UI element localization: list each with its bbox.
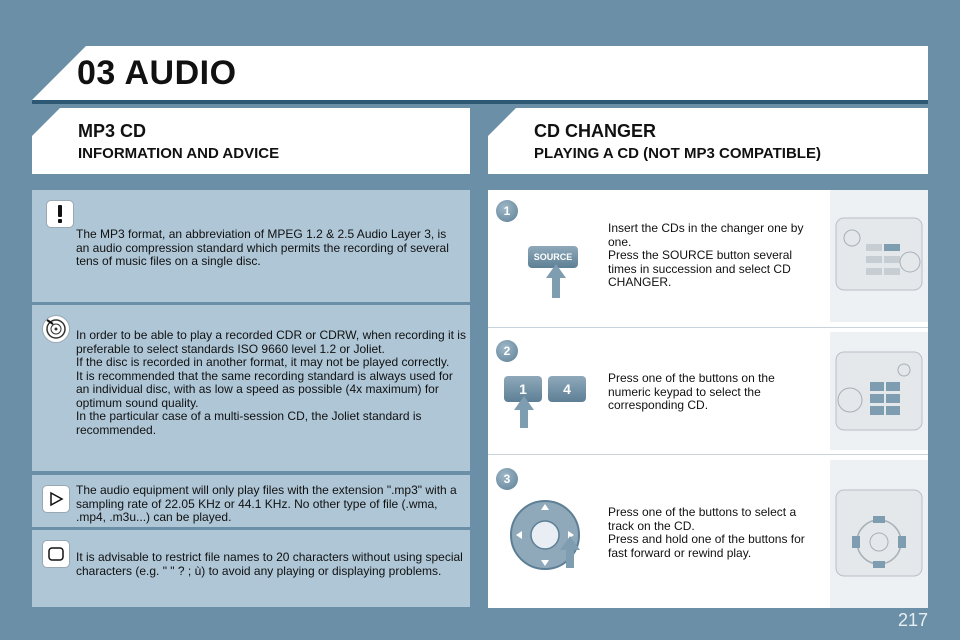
- warning-icon: [46, 200, 74, 228]
- warning-panel: [32, 190, 470, 302]
- page-number: 217: [897, 610, 928, 630]
- title-rule: [32, 100, 928, 104]
- left-section-header: [32, 108, 470, 174]
- left-section-subtitle: INFORMATION AND ADVICE: [78, 145, 280, 162]
- file-format-text: The audio equipment will only play files with the extension ".mp3" with a sampling rate of 22.05 KHz or 44.1 KHz. No other type of file (.wma, .mp4, .m3u...) can be played.: [76, 483, 457, 524]
- keypad-key: 1: [504, 376, 542, 402]
- disc-panel: [32, 305, 470, 471]
- step-number: 2: [496, 340, 518, 362]
- steps-panel: [488, 190, 928, 608]
- left-section-title: MP3 CD: [78, 121, 147, 141]
- step-1-text: Insert the CDs in the changer one by one. Press the SOURCE button several times in succession and select CD CHANGER.: [608, 221, 804, 289]
- section-corner: [488, 108, 516, 136]
- mp3-format-text: The MP3 format, an abbreviation of MPEG 1.2 & 2.5 Audio Layer 3, is an audio compression standard which permits the recording of several tens of music files on a single disc.: [76, 227, 449, 268]
- right-section-title: CD CHANGER: [534, 121, 657, 141]
- radio-unit-illustration: [830, 190, 928, 322]
- play-icon: [42, 485, 70, 513]
- step-number: 1: [496, 200, 518, 222]
- track-control-illustration: [830, 460, 928, 608]
- title-banner: [32, 46, 928, 100]
- step-divider: [488, 327, 928, 328]
- keypad-illustration: [830, 332, 928, 450]
- page-title: 03 AUDIO: [77, 54, 237, 92]
- step-number: 3: [496, 468, 518, 490]
- arrow-up-icon: [514, 396, 534, 428]
- filename-advice-text: It is advisable to restrict file names to 20 characters without using special characters (e.g. " " ? ; ù) to avoid any playing or displaying problems.: [76, 550, 463, 578]
- right-section-header: [488, 108, 928, 174]
- disc-icon: [42, 315, 70, 343]
- step-divider: [488, 454, 928, 455]
- section-corner: [32, 108, 60, 136]
- play-panel: [32, 475, 470, 527]
- step-3-text: Press one of the buttons to select a track on the CD. Press and hold one of the buttons for fast forward or rewind play.: [608, 505, 805, 560]
- arrow-up-icon: [546, 264, 566, 298]
- right-section-subtitle: PLAYING A CD (NOT MP3 COMPATIBLE): [534, 145, 821, 162]
- arrow-up-icon: [560, 536, 580, 568]
- source-button: SOURCE: [528, 246, 578, 268]
- note-icon: [42, 540, 70, 568]
- step-2-text: Press one of the buttons on the numeric keypad to select the corresponding CD.: [608, 371, 775, 412]
- filename-panel: [32, 530, 470, 607]
- recording-standard-text: In order to be able to play a recorded CDR or CDRW, when recording it is preferable to select standards ISO 9660 level 1.2 or Joliet. If the disc is recorded in another format, it may not be played correctly. It is recommended that the same recording standard is always used for an individual disc, with as low a speed as possible (4x maximum) for optimum sound quality. In the particular case of a multi-session CD, the Joliet standard is recommended.: [76, 328, 466, 437]
- keypad-key: 4: [548, 376, 586, 402]
